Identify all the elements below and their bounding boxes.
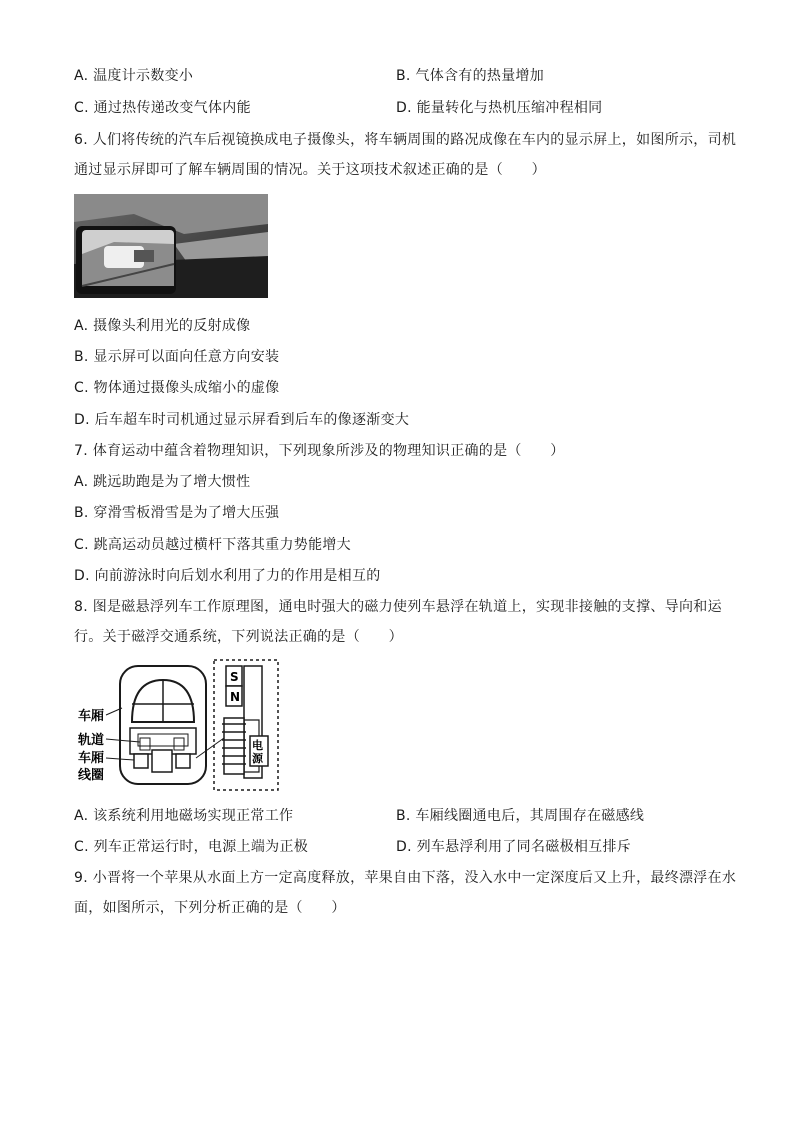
magnet-n-label: N bbox=[230, 690, 241, 704]
label-track: 轨道 bbox=[78, 733, 105, 748]
q9-stem-line2: 面，如图所示，下列分析正确的是（ ） bbox=[74, 900, 346, 916]
magnet-s-label: S bbox=[230, 670, 239, 684]
q6-option-d: D. 后车超车时司机通过显示屏看到后车的像逐渐变大 bbox=[74, 412, 410, 428]
label-coil-2: 线圈 bbox=[78, 768, 105, 783]
label-coil-1: 车厢 bbox=[78, 751, 105, 766]
q6-option-c: C. 物体通过摄像头成缩小的虚像 bbox=[74, 380, 280, 396]
q7-option-b: B. 穿滑雪板滑雪是为了增大压强 bbox=[74, 505, 280, 521]
q8-stem-line2: 行。关于磁浮交通系统，下列说法正确的是（ ） bbox=[74, 629, 403, 645]
q8-option-a: A. 该系统利用地磁场实现正常工作 bbox=[74, 808, 294, 824]
q6-stem-line2: 通过显示屏即可了解车辆周围的情况。关于这项技术叙述正确的是（ ） bbox=[74, 162, 546, 178]
q8-option-c: C. 列车正常运行时，电源上端为正极 bbox=[74, 839, 309, 855]
q6-option-a: A. 摄像头利用光的反射成像 bbox=[74, 318, 251, 334]
q5-option-c: C. 通过热传递改变气体内能 bbox=[74, 100, 251, 116]
q8-stem-line1: 8. 图是磁悬浮列车工作原理图，通电时强大的磁力使列车悬浮在轨道上，实现非接触的支撑、导向和运 bbox=[74, 599, 722, 615]
car-display-photo bbox=[74, 194, 268, 298]
q7-option-c: C. 跳高运动员越过横杆下落其重力势能增大 bbox=[74, 537, 351, 553]
q5-option-b: B. 气体含有的热量增加 bbox=[396, 68, 545, 84]
q5-option-d: D. 能量转化与热机压缩冲程相同 bbox=[396, 100, 603, 116]
q7-option-a: A. 跳远助跑是为了增大惯性 bbox=[74, 474, 251, 490]
power-label-2: 源 bbox=[252, 752, 263, 765]
q9-stem-line1: 9. 小晋将一个苹果从水面上方一定高度释放，苹果自由下落，没入水中一定深度后又上升，最终漂浮在水 bbox=[74, 870, 737, 886]
q8-option-b: B. 车厢线圈通电后，其周围存在磁感线 bbox=[396, 808, 645, 824]
power-label-1: 电 bbox=[252, 739, 263, 752]
q5-option-a: A. 温度计示数变小 bbox=[74, 68, 194, 84]
q6-option-b: B. 显示屏可以面向任意方向安装 bbox=[74, 349, 280, 365]
q7-stem: 7. 体育运动中蕴含着物理知识，下列现象所涉及的物理知识正确的是（ ） bbox=[74, 443, 565, 459]
label-carriage: 车厢 bbox=[78, 709, 105, 724]
q6-stem-line1: 6. 人们将传统的汽车后视镜换成电子摄像头，将车辆周围的路况成像在车内的显示屏上，如图所示，司机 bbox=[74, 132, 737, 148]
maglev-diagram bbox=[74, 658, 284, 794]
q8-option-d: D. 列车悬浮利用了同名磁极相互排斥 bbox=[396, 839, 632, 855]
q7-option-d: D. 向前游泳时向后划水利用了力的作用是相互的 bbox=[74, 568, 381, 584]
